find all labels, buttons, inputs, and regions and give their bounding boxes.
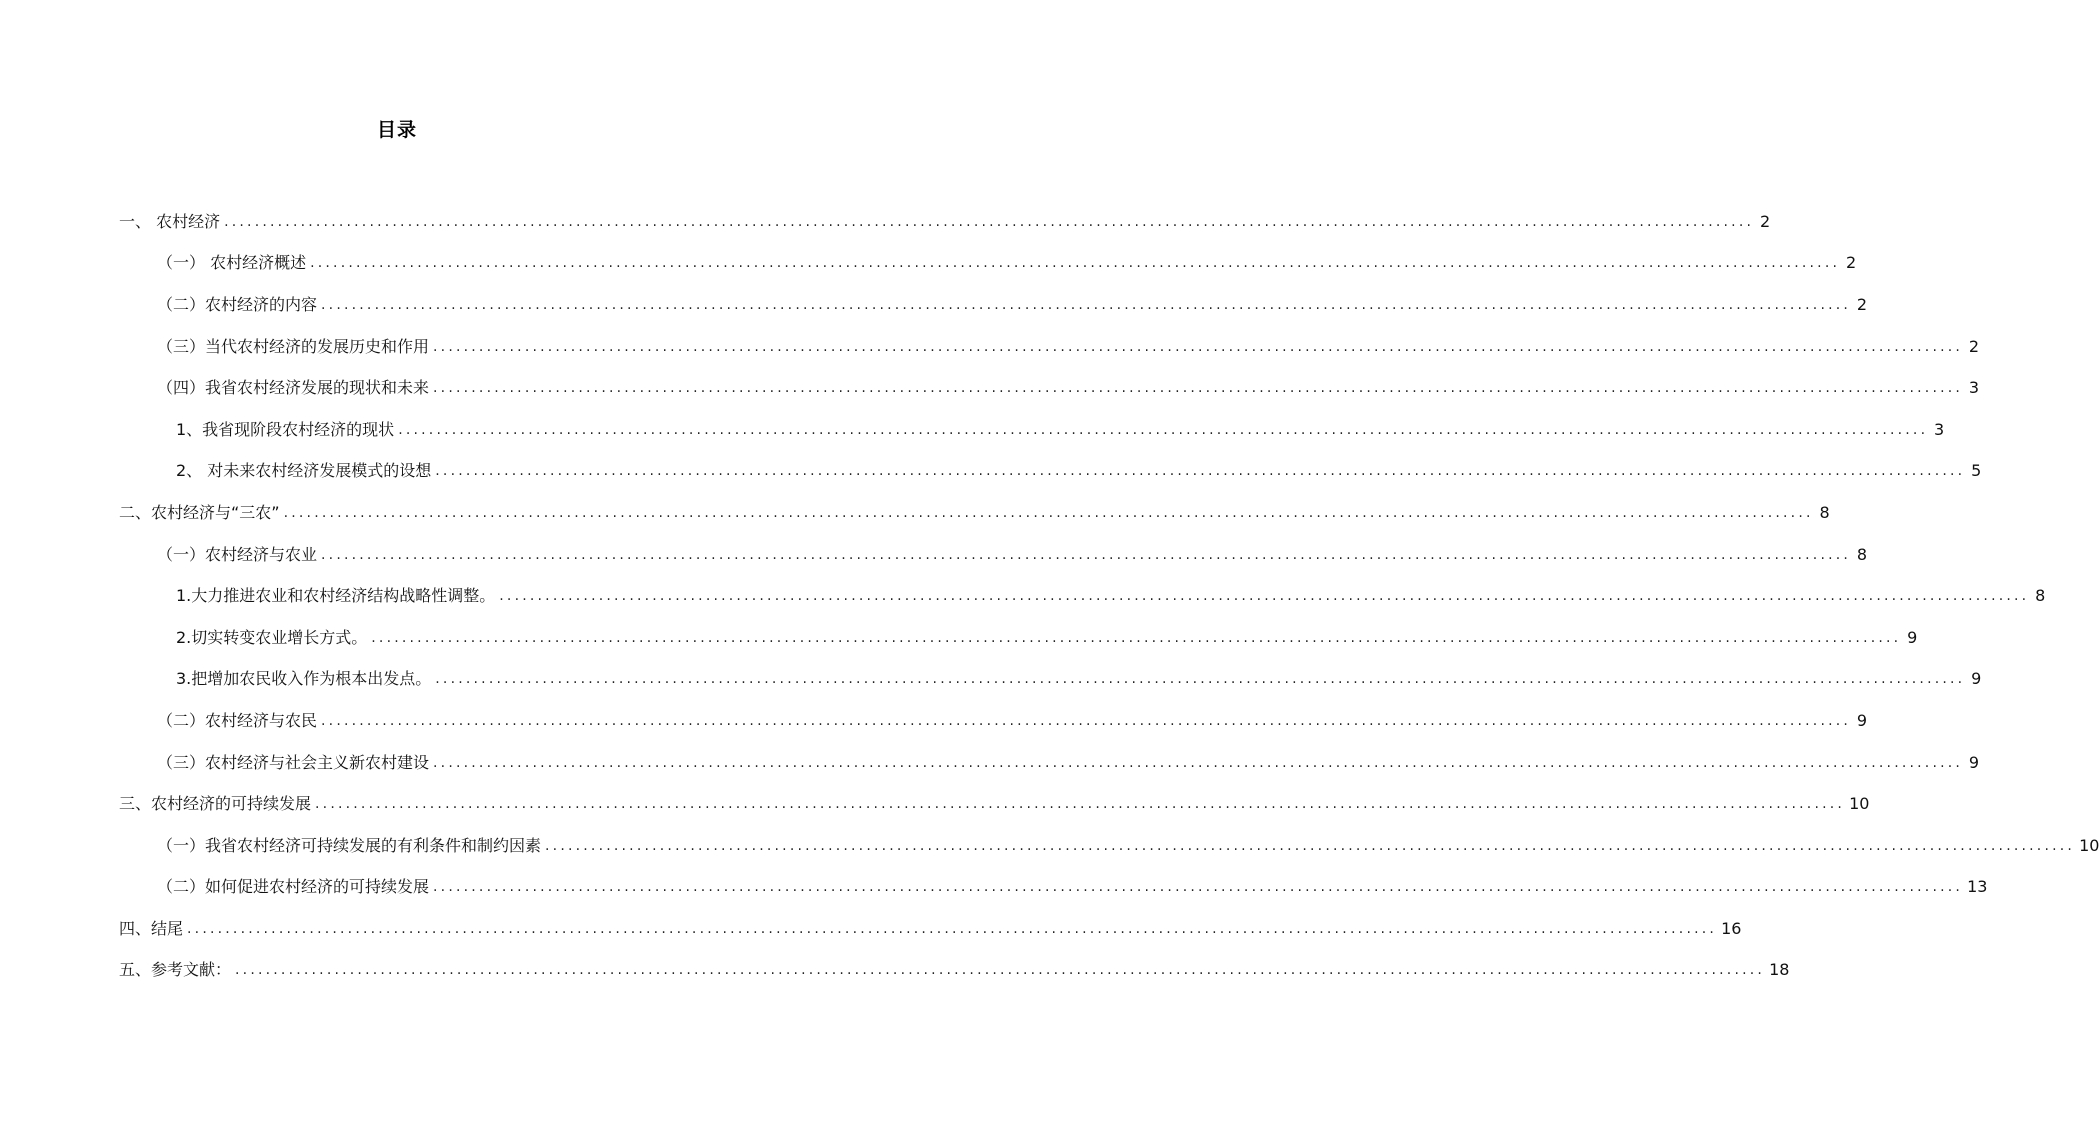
toc-entry[interactable] — [119, 284, 1868, 326]
toc-dot-leader: ........................................................................................................................................................................................................ — [187, 920, 1718, 937]
toc-entry[interactable] — [119, 326, 1980, 368]
toc-entry[interactable] — [119, 700, 1868, 742]
toc-dot-leader: ........................................................................................................................................................................................................ — [433, 754, 1964, 771]
toc-entry-page-number: 18 — [1769, 960, 1790, 980]
toc-title: 目录 — [376, 119, 417, 141]
toc-entry-label: （一）我省农村经济可持续发展的有利条件和制约因素 — [157, 835, 542, 855]
toc-entry[interactable] — [119, 492, 1830, 534]
toc-entry-page-number: 9 — [1968, 752, 1980, 772]
toc-entry-label: 2、 对未来农村经济发展模式的设想 — [176, 461, 432, 481]
toc-entry-label: 2.切实转变农业增长方式。 — [176, 627, 368, 647]
toc-entry-page-number: 3 — [1968, 378, 1980, 398]
toc-entry-page-number: 2 — [1968, 336, 1980, 356]
toc-entry-label: （四）我省农村经济发展的现状和未来 — [157, 378, 430, 398]
toc-dot-leader: ........................................................................................................................................................................................................ — [235, 962, 1766, 979]
toc-dot-leader: ........................................................................................................................................................................................................ — [224, 213, 1755, 230]
toc-dot-leader: ........................................................................................................................................................................................................ — [433, 380, 1964, 397]
toc-entry-label: 四、结尾 — [119, 918, 184, 938]
toc-dot-leader: ........................................................................................................................................................................................................ — [398, 421, 1929, 438]
table-of-contents — [119, 201, 2099, 991]
toc-entry[interactable] — [119, 617, 1918, 659]
toc-entry[interactable] — [119, 950, 1790, 992]
toc-entry-label: （一）农村经济与农业 — [157, 544, 318, 564]
toc-entry[interactable] — [119, 742, 1980, 784]
toc-entry[interactable] — [119, 367, 1980, 409]
toc-entry-page-number: 2 — [1856, 294, 1868, 314]
toc-dot-leader: ........................................................................................................................................................................................................ — [435, 463, 1966, 480]
toc-entry-label: （二）农村经济的内容 — [157, 294, 318, 314]
toc-entry-label: （一） 农村经济概述 — [157, 253, 307, 273]
toc-entry-page-number: 8 — [1856, 544, 1868, 564]
toc-entry-page-number: 16 — [1721, 918, 1742, 938]
toc-entry[interactable] — [119, 908, 1742, 950]
toc-entry[interactable] — [119, 783, 1870, 825]
toc-entry-label: 一、 农村经济 — [119, 211, 221, 231]
toc-dot-leader: ........................................................................................................................................................................................................ — [283, 504, 1814, 521]
toc-entry-label: 三、农村经济的可持续发展 — [119, 794, 312, 814]
toc-dot-leader: ........................................................................................................................................................................................................ — [321, 296, 1852, 313]
toc-entry[interactable] — [119, 409, 1945, 451]
toc-entry-label: （三）农村经济与社会主义新农村建设 — [157, 752, 430, 772]
toc-entry-label: 五、参考文献： — [119, 960, 232, 980]
toc-entry-page-number: 9 — [1971, 669, 1982, 689]
toc-dot-leader: ........................................................................................................................................................................................................ — [321, 712, 1852, 729]
toc-entry-label: 1、我省现阶段农村经济的现状 — [176, 419, 395, 439]
toc-entry-page-number: 5 — [1971, 461, 1982, 481]
toc-dot-leader: ........................................................................................................................................................................................................ — [321, 546, 1852, 563]
toc-dot-leader: ........................................................................................................................................................................................................ — [433, 879, 1964, 896]
toc-entry[interactable] — [119, 243, 1857, 285]
toc-entry[interactable] — [119, 201, 1771, 243]
toc-entry[interactable] — [119, 451, 1982, 493]
toc-entry[interactable] — [119, 867, 1988, 909]
toc-entry-label: 1.大力推进农业和农村经济结构战略性调整。 — [176, 586, 496, 606]
toc-entry[interactable] — [119, 825, 2099, 867]
toc-entry-page-number: 10 — [2079, 835, 2099, 855]
toc-entry-page-number: 3 — [1934, 419, 1945, 439]
toc-entry[interactable] — [119, 575, 2046, 617]
toc-entry-page-number: 8 — [1819, 502, 1830, 522]
toc-entry-page-number: 13 — [1967, 877, 1988, 897]
toc-dot-leader: ........................................................................................................................................................................................................ — [545, 837, 2076, 854]
toc-entry-label: 3.把增加农民收入作为根本出发点。 — [176, 669, 432, 689]
toc-dot-leader: ........................................................................................................................................................................................................ — [435, 671, 1966, 688]
toc-dot-leader: ........................................................................................................................................................................................................ — [315, 796, 1846, 813]
toc-dot-leader: ........................................................................................................................................................................................................ — [433, 338, 1964, 355]
toc-entry[interactable] — [119, 659, 1982, 701]
toc-entry-page-number: 10 — [1849, 794, 1870, 814]
toc-entry-page-number: 2 — [1845, 253, 1857, 273]
toc-entry-page-number: 9 — [1907, 627, 1918, 647]
toc-entry-label: （二）如何促进农村经济的可持续发展 — [157, 877, 430, 897]
toc-entry[interactable] — [119, 534, 1868, 576]
toc-dot-leader: ........................................................................................................................................................................................................ — [371, 629, 1902, 646]
toc-dot-leader: ........................................................................................................................................................................................................ — [499, 588, 2030, 605]
toc-entry-label: 二、农村经济与“三农” — [119, 502, 280, 522]
toc-entry-label: （二）农村经济与农民 — [157, 710, 318, 730]
toc-entry-label: （三）当代农村经济的发展历史和作用 — [157, 336, 430, 356]
toc-entry-page-number: 8 — [2035, 586, 2046, 606]
toc-dot-leader: ........................................................................................................................................................................................................ — [310, 255, 1841, 272]
toc-entry-page-number: 9 — [1856, 710, 1868, 730]
toc-entry-page-number: 2 — [1759, 211, 1771, 231]
